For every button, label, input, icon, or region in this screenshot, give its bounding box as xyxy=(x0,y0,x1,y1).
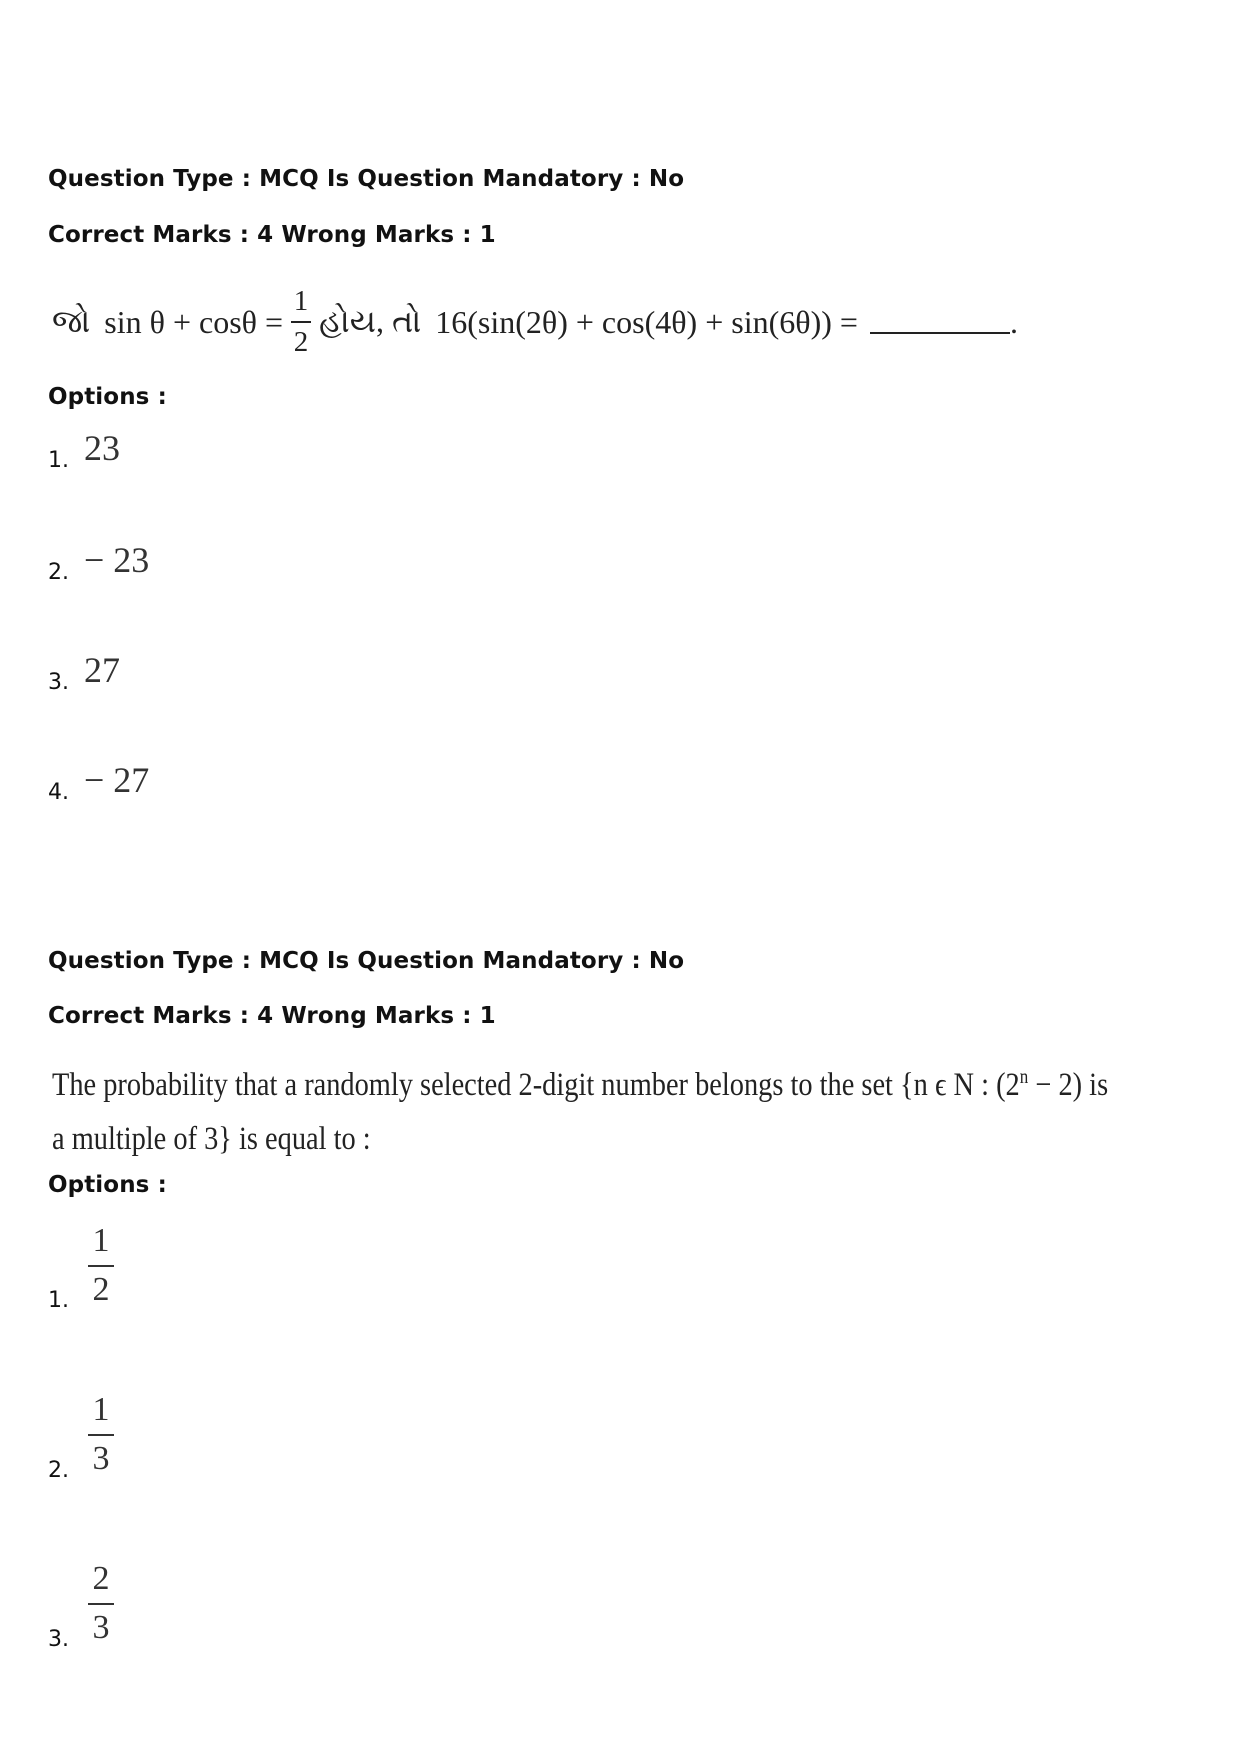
option-value: 27 xyxy=(84,650,120,690)
question-expression-2: 16(sin(2θ) + cos(4θ) + sin(6θ)) = xyxy=(435,303,858,340)
question-prefix: જો xyxy=(52,303,91,339)
options-label: Options : xyxy=(48,384,167,410)
option-number: 2. xyxy=(48,1458,69,1483)
question-expression: sin θ + cosθ = xyxy=(104,303,284,340)
fraction-denominator: 2 xyxy=(293,326,309,358)
option-fraction xyxy=(88,1562,114,1645)
option-number: 3. xyxy=(48,1627,69,1652)
question-line-1-a: The probability that a randomly selected 2-digit number belongs to the set {n ϵ N : (2 xyxy=(52,1067,1020,1103)
option-value: 23 xyxy=(84,428,120,468)
question-line-1 xyxy=(52,1050,1108,1112)
question-line-1-b: − 2) is xyxy=(1028,1067,1109,1103)
fraction-bar xyxy=(291,321,311,323)
question-text xyxy=(52,1050,1108,1166)
fraction-numerator: 1 xyxy=(92,1391,110,1428)
question-text xyxy=(52,272,1018,372)
question-connector: હોય, તો xyxy=(319,303,422,339)
option-number: 1. xyxy=(48,448,69,473)
fraction-bar xyxy=(88,1265,114,1267)
marks-header: Correct Marks : 4 Wrong Marks : 1 xyxy=(48,222,496,248)
fraction-bar xyxy=(88,1603,114,1605)
fraction-denominator: 3 xyxy=(92,1440,110,1477)
option-value: − 27 xyxy=(84,760,150,800)
option-number: 3. xyxy=(48,670,69,695)
option-fraction xyxy=(88,1224,114,1307)
fraction-denominator: 2 xyxy=(92,1271,110,1308)
marks-header: Correct Marks : 4 Wrong Marks : 1 xyxy=(48,1003,496,1029)
question-line-2: a multiple of 3} is equal to : xyxy=(52,1121,371,1157)
option-fraction xyxy=(88,1393,114,1476)
options-label: Options : xyxy=(48,1172,167,1198)
question-type-header: Question Type : MCQ Is Question Mandatory : No xyxy=(48,948,685,974)
answer-blank xyxy=(870,310,1010,334)
question-end: . xyxy=(1009,303,1018,340)
fraction-denominator: 3 xyxy=(92,1609,110,1646)
option-number: 4. xyxy=(48,780,69,805)
option-number: 1. xyxy=(48,1288,69,1313)
fraction-bar xyxy=(88,1434,114,1436)
superscript: n xyxy=(1019,1066,1029,1088)
fraction-numerator: 1 xyxy=(92,1222,110,1259)
fraction-numerator: 1 xyxy=(293,285,309,317)
fraction xyxy=(291,287,311,357)
option-value: − 23 xyxy=(84,540,150,580)
option-number: 2. xyxy=(48,560,69,585)
question-type-header: Question Type : MCQ Is Question Mandatory : No xyxy=(48,166,685,192)
fraction-numerator: 2 xyxy=(92,1560,110,1597)
